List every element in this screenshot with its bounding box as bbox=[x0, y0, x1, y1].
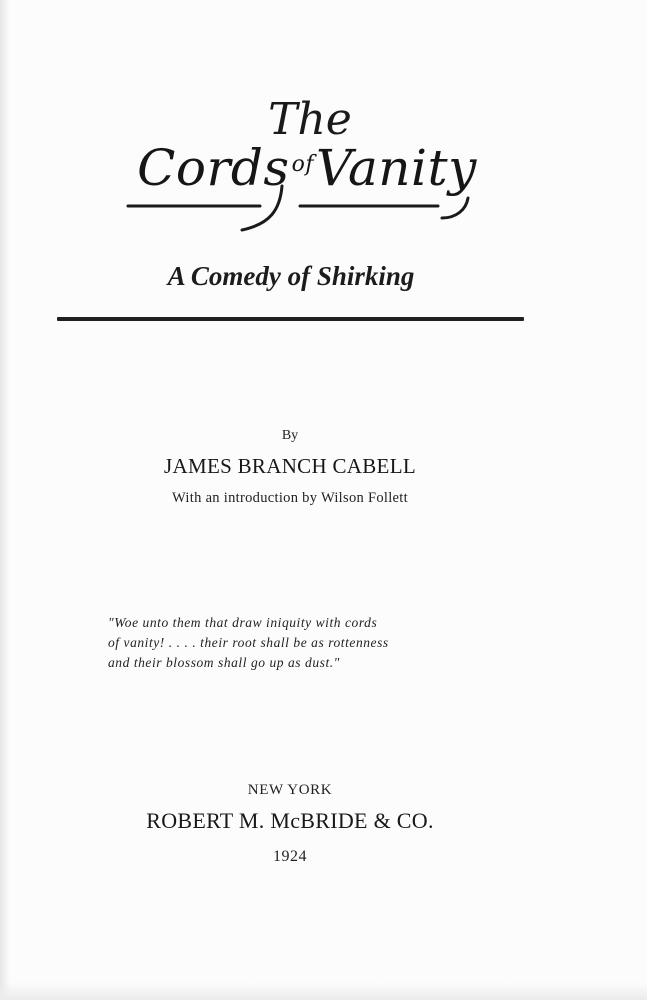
imprint-publisher: ROBERT M. McBRIDE & CO. bbox=[146, 808, 434, 833]
title-the: The bbox=[268, 94, 352, 145]
epigraph-line: of vanity! . . . . their root shall be as rottenness bbox=[108, 635, 389, 650]
imprint-year: 1924 bbox=[273, 848, 307, 865]
swash-tail bbox=[442, 198, 468, 218]
title-of: of bbox=[291, 152, 314, 177]
horizontal-rule bbox=[57, 317, 524, 321]
page-bottom-shadow bbox=[0, 982, 647, 1000]
page-edge-shadow bbox=[0, 0, 10, 1000]
subtitle: A Comedy of Shirking bbox=[167, 261, 415, 291]
author-name: JAMES BRANCH CABELL bbox=[164, 454, 416, 478]
title-swash-ornament bbox=[120, 180, 520, 240]
imprint-city: NEW YORK bbox=[247, 782, 333, 798]
epigraph-line: "Woe unto them that draw iniquity with cords bbox=[108, 615, 378, 630]
swash-descender bbox=[242, 186, 282, 230]
epigraph-line: and their blossom shall go up as dust." bbox=[108, 655, 340, 670]
epigraph bbox=[108, 613, 468, 673]
byline-by: By bbox=[281, 428, 299, 443]
introduction-credit: With an introduction by Wilson Follett bbox=[172, 490, 408, 506]
title-cords: Cords bbox=[137, 139, 290, 197]
title-vanity: Vanity bbox=[315, 139, 477, 197]
